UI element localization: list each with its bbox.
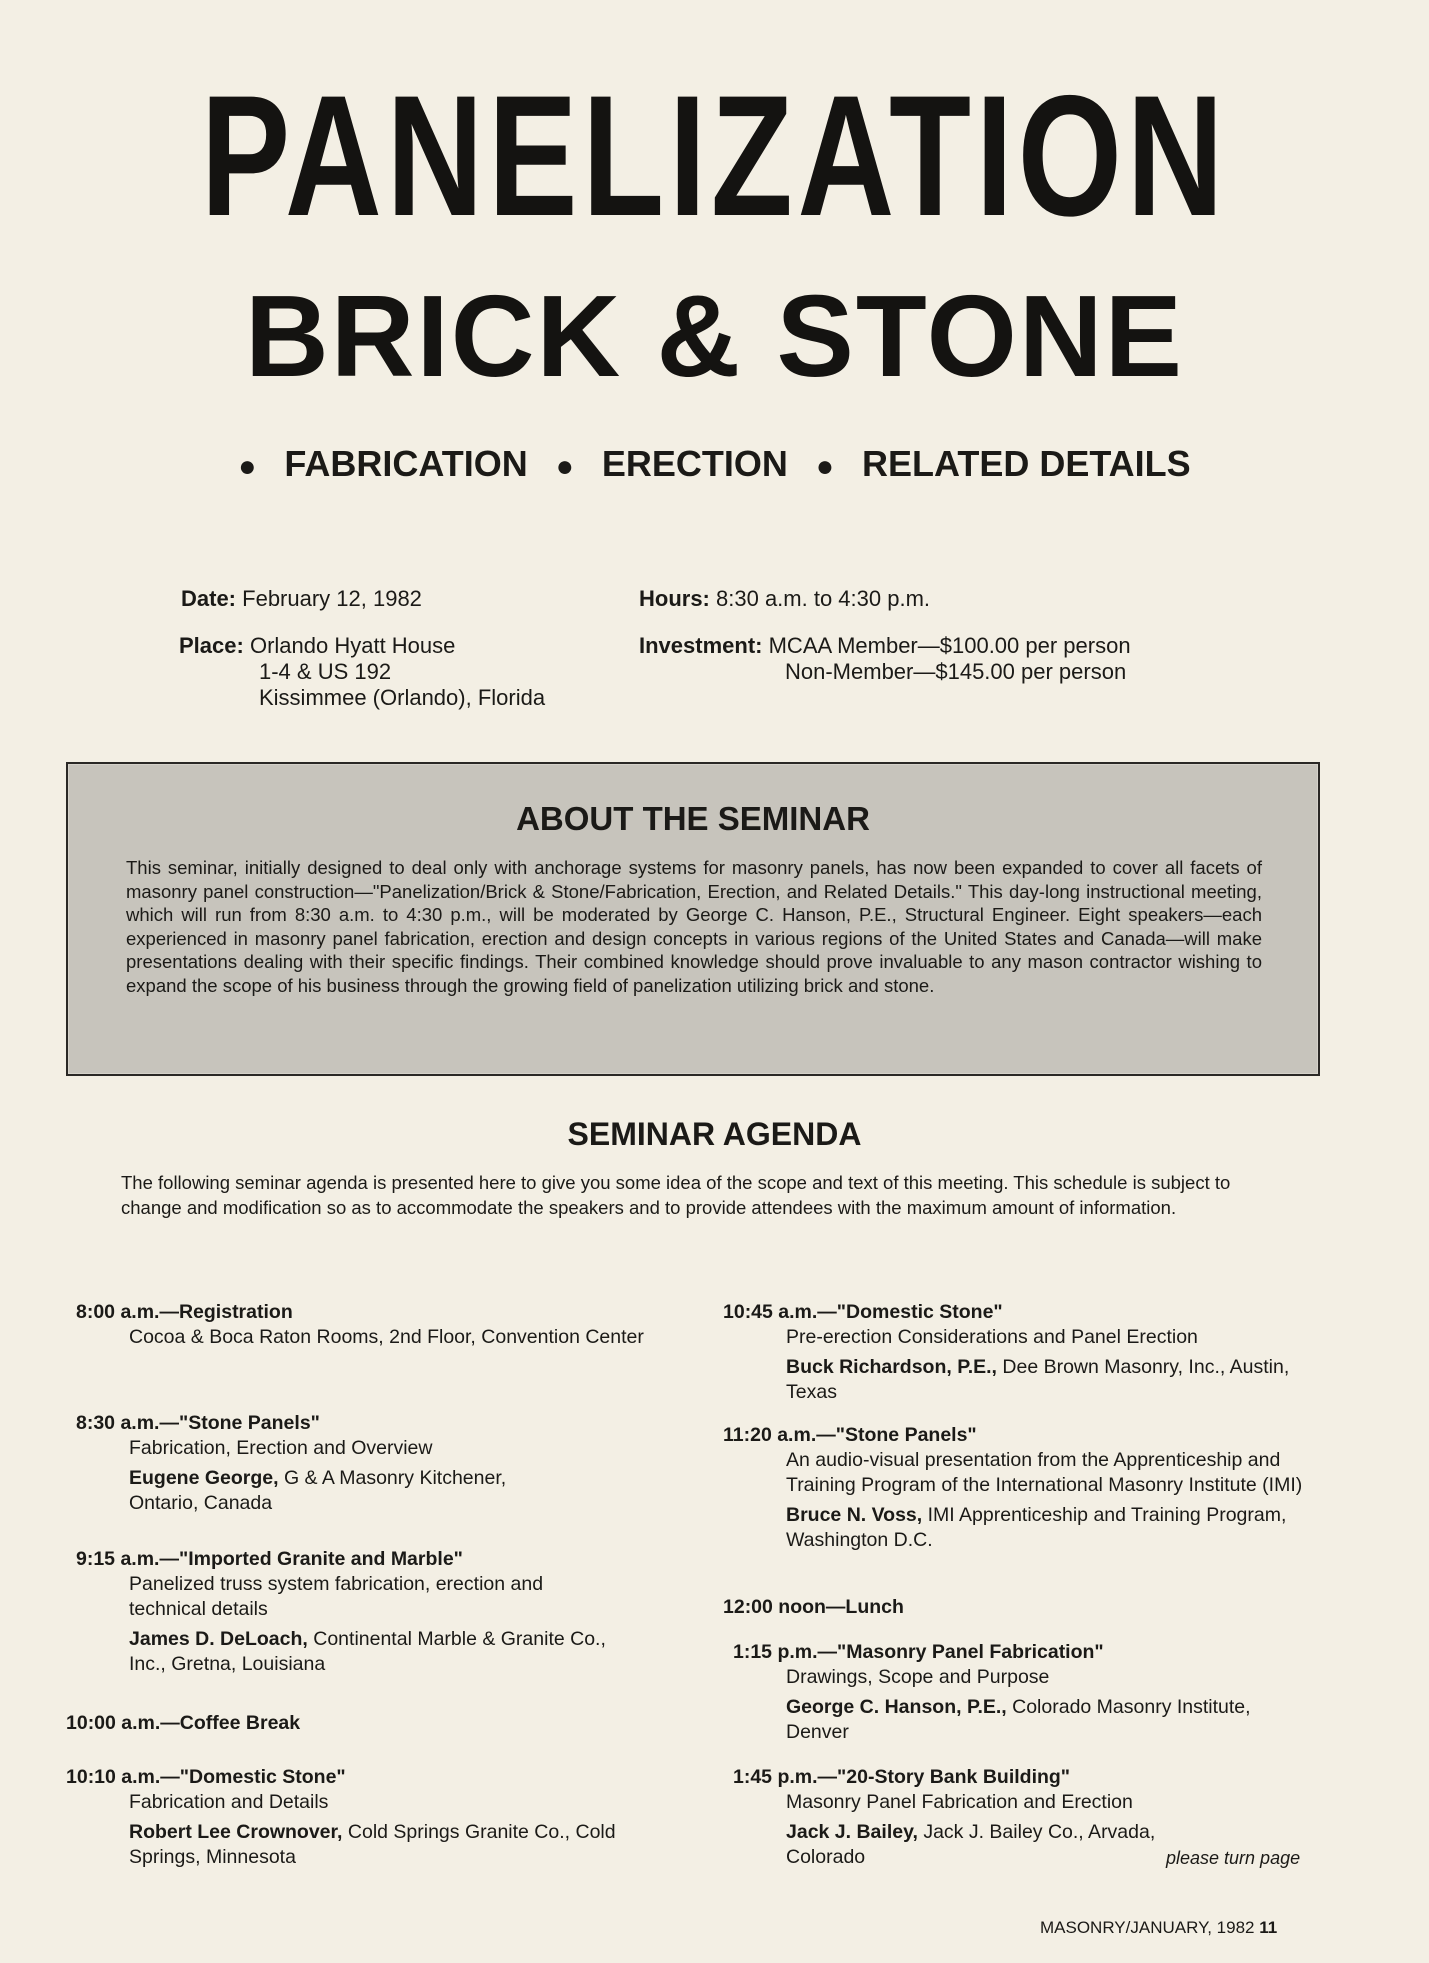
agenda-item-head: 10:00 a.m.—Coffee Break: [66, 1712, 301, 1734]
place-line: Orlando Hyatt House: [249, 633, 456, 658]
agenda-item-sub: Fabrication, Erection and Overview: [129, 1437, 433, 1459]
investment-line: Non-Member—$145.00 per person: [785, 659, 1127, 684]
agenda-item-panel-fabrication: [733, 1640, 1343, 1745]
agenda-item-sub: Cocoa & Boca Raton Rooms, 2nd Floor, Convention Center: [129, 1326, 644, 1348]
agenda-speaker: [723, 1503, 1343, 1553]
date-info: [181, 586, 422, 612]
bullet-icon: ●: [555, 450, 574, 483]
agenda-item-imported-granite: [76, 1547, 676, 1677]
topic-related-details: RELATED DETAILS: [862, 443, 1191, 484]
agenda-speaker: [733, 1695, 1343, 1745]
speaker-affiliation: Continental Marble & Granite Co., Inc., Gretna, Louisiana: [129, 1628, 606, 1675]
agenda-speaker: [723, 1355, 1343, 1405]
speaker-affiliation: Jack J. Bailey Co., Arvada, Colorado: [786, 1821, 1156, 1868]
speaker-name: James D. DeLoach,: [129, 1628, 308, 1650]
agenda-item-head: 9:15 a.m.—"Imported Granite and Marble": [76, 1548, 463, 1570]
investment-info: [639, 633, 1131, 685]
speaker-affiliation: G & A Masonry Kitchener, Ontario, Canada: [129, 1467, 507, 1514]
speaker-name: Jack J. Bailey,: [786, 1821, 918, 1843]
agenda-item-head: 1:45 p.m.—"20-Story Bank Building": [733, 1766, 1071, 1788]
about-title: ABOUT THE SEMINAR: [516, 800, 870, 837]
agenda-item-head: 8:00 a.m.—Registration: [76, 1301, 293, 1323]
agenda-item-sub: An audio-visual presentation from the Apprenticeship and Training Program of the International Masonry Institute (IMI): [786, 1449, 1303, 1496]
bullet-icon: ●: [238, 450, 257, 483]
investment-label: Investment:: [639, 633, 763, 658]
agenda-intro: The following seminar agenda is presented here to give you some idea of the scope and text of this meeting. This schedule is subject to change and modification so as to accommodate the speakers and to provide attendees with the maximum amount of information.: [121, 1172, 1231, 1218]
headline-subtitle: BRICK & STONE: [244, 271, 1185, 401]
agenda-item-stone-panels: [76, 1411, 676, 1516]
agenda-title: SEMINAR AGENDA: [567, 1116, 862, 1152]
agenda-item-domestic-stone: [66, 1765, 686, 1870]
speaker-affiliation: IMI Apprenticeship and Training Program, Washington D.C.: [786, 1504, 1287, 1551]
place-line: Kissimmee (Orlando), Florida: [259, 685, 546, 710]
agenda-speaker: [66, 1820, 686, 1870]
page-number: 11: [1259, 1918, 1278, 1937]
about-body: This seminar, initially designed to deal only with anchorage systems for masonry panels, has now been expanded to cover all facets of masonry panel construction—"Panelization/Brick & Stone/Fabrication, Erection, and Related Details." This day-long instructional meeting, which will run from 8:30 a.m. to 4:30 p.m., will be moderated by George C. Hanson, P.E., Structural Engineer. Eight speakers—each experienced in masonry panel fabrication, erection and design concepts in various regions of the United States and Canada—will make presentations dealing with their specific findings. Their combined knowledge should prove invaluable to any mason contractor wishing to expand the scope of his business through the growing field of panelization utilizing brick and stone.: [126, 857, 1262, 996]
agenda-item-sub: Fabrication and Details: [129, 1791, 329, 1813]
agenda-item-head: 10:10 a.m.—"Domestic Stone": [66, 1766, 346, 1788]
topic-fabrication: FABRICATION: [284, 443, 528, 484]
about-seminar-box: [66, 762, 1320, 1076]
agenda-item-sub: Drawings, Scope and Purpose: [786, 1666, 1050, 1688]
speaker-name: George C. Hanson, P.E.,: [786, 1696, 1007, 1718]
agenda-item-coffee-break: [66, 1711, 666, 1736]
speaker-name: Eugene George,: [129, 1467, 279, 1489]
bullet-icon: ●: [815, 450, 835, 483]
headline-title: PANELIZATION: [200, 60, 1229, 252]
agenda-item-head: 11:20 a.m.—"Stone Panels": [723, 1424, 977, 1446]
agenda-item-head: 8:30 a.m.—"Stone Panels": [76, 1412, 320, 1434]
speaker-affiliation: Dee Brown Masonry, Inc., Austin, Texas: [786, 1356, 1290, 1403]
agenda-item-stone-panels-imi: [723, 1423, 1343, 1553]
agenda-speaker: [76, 1466, 676, 1516]
place-label: Place:: [179, 633, 244, 658]
page-footer: [1040, 1918, 1277, 1938]
agenda-item-head: 1:15 p.m.—"Masonry Panel Fabrication": [733, 1641, 1104, 1663]
agenda-item-registration: [76, 1300, 676, 1350]
speaker-name: Buck Richardson, P.E.,: [786, 1356, 997, 1378]
hours-info: [639, 586, 930, 612]
topic-list: [0, 443, 1429, 484]
agenda-item-head: 10:45 a.m.—"Domestic Stone": [723, 1301, 1003, 1323]
agenda-item-sub: Panelized truss system fabrication, erection and technical details: [129, 1573, 544, 1620]
turn-page-note: please turn page: [1166, 1848, 1301, 1868]
agenda-item-domestic-stone-erection: [723, 1300, 1343, 1405]
investment-line: MCAA Member—$100.00 per person: [768, 633, 1131, 658]
agenda-item-sub: Masonry Panel Fabrication and Erection: [786, 1791, 1133, 1813]
speaker-name: Bruce N. Voss,: [786, 1504, 923, 1526]
footer-publication: MASONRY/JANUARY, 1982: [1040, 1918, 1255, 1937]
topic-erection: ERECTION: [601, 443, 788, 484]
date-label: Date:: [181, 586, 237, 611]
agenda-item-head: 12:00 noon—Lunch: [723, 1596, 904, 1618]
speaker-name: Robert Lee Crownover,: [129, 1821, 343, 1843]
agenda-item-lunch: [723, 1595, 1343, 1620]
agenda-speaker: [76, 1627, 676, 1677]
agenda-item-sub: Pre-erection Considerations and Panel Erection: [786, 1326, 1198, 1348]
place-line: 1-4 & US 192: [259, 659, 392, 684]
hours-label: Hours:: [639, 586, 710, 611]
speaker-affiliation: Colorado Masonry Institute, Denver: [786, 1696, 1251, 1743]
hours-value: 8:30 a.m. to 4:30 p.m.: [716, 586, 931, 611]
date-value: February 12, 1982: [242, 586, 422, 611]
speaker-affiliation: Cold Springs Granite Co., Cold Springs, Minnesota: [129, 1821, 616, 1868]
place-info: [179, 633, 545, 711]
